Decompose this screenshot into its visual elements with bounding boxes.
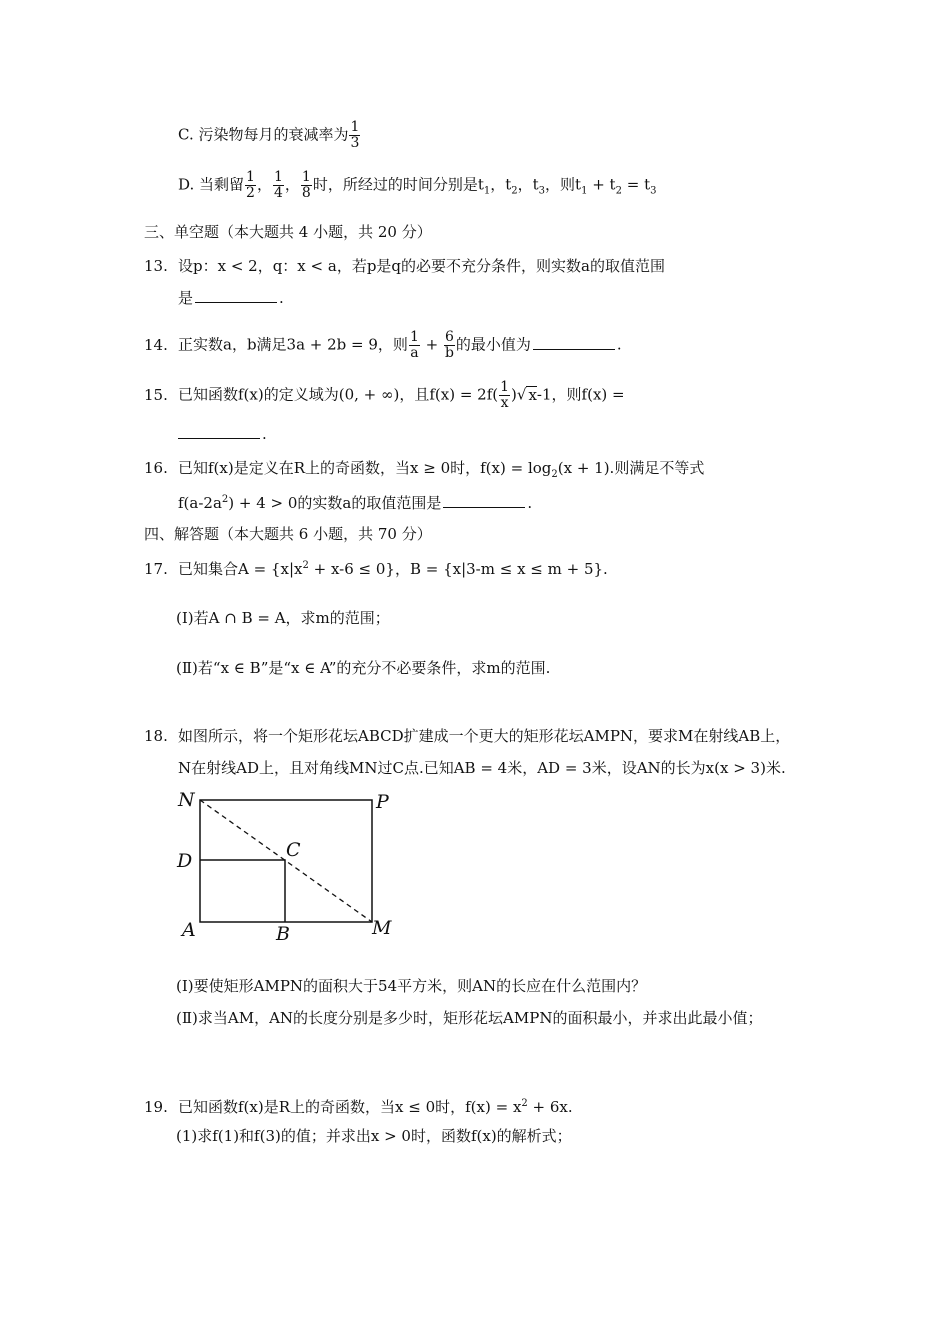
diagonal-mn: [200, 800, 372, 922]
answer-blank: [443, 493, 525, 508]
question-14: 14. 正实数a，b满足3a + 2b = 9，则 $\frac{1}{a}$ + $\frac{6}{b}$ 的最小值为 .: [144, 329, 622, 361]
fraction: $\frac{6}{b}$: [444, 329, 454, 361]
question-18-part-2: (Ⅱ)求当AM，AN的长度分别是多少时，矩形花坛AMPN的面积最小，并求出此最小值；: [176, 1009, 763, 1027]
section-heading-single-blank: 三、单空题（本大题共 4 小题，共 20 分）: [144, 223, 432, 241]
question-18-part-1: (Ⅰ)要使矩形AMPN的面积大于54平方米，则AN的长应在什么范围内？: [176, 977, 647, 995]
question-19: 19. 已知函数f(x)是R上的奇函数，当x ≤ 0时，$f(x) = x^2 + 6x$.: [144, 1098, 573, 1116]
label-d: D: [177, 850, 193, 872]
answer-blank: [533, 335, 615, 350]
question-18-line-2: N在射线AD上，且对角线MN过C点.已知AB = 4米，AD = 3米，设AN的长为x(x > 3)米.: [178, 759, 786, 777]
fraction: $\frac{1}{4}$: [273, 169, 283, 201]
answer-blank: [195, 288, 277, 303]
rectangle-abcd-edges: [200, 860, 285, 922]
label-c: C: [286, 839, 301, 861]
label-m: M: [372, 917, 392, 939]
question-15-answer-line: .: [176, 424, 267, 444]
fraction: $\frac{1}{3}$: [350, 119, 360, 151]
fraction: $\frac{1}{2}$: [246, 169, 255, 201]
fraction: $\frac{1}{x}$: [500, 379, 510, 411]
question-16-line-2: $f(a-2a^2) + 4 > 0$的实数a的取值范围是 .: [178, 494, 533, 512]
question-16: 16. 已知f(x)是定义在R上的奇函数，当x ≥ 0时，$f(x) = \log_2(x + 1)$.则满足不等式: [144, 459, 705, 480]
fraction: $\frac{1}{a}$: [409, 329, 419, 361]
sqrt-icon: √: [516, 385, 527, 404]
label-b: B: [276, 923, 290, 945]
fraction: $\frac{1}{8}$: [301, 169, 311, 201]
question-13-answer-line: 是 .: [178, 289, 284, 307]
question-17-part-1: (Ⅰ)若A ∩ B = A，求m的范围；: [176, 609, 390, 627]
question-19-part-1: (1)求f(1)和f(3)的值；并求出x > 0时，函数f(x)的解析式；: [176, 1127, 572, 1145]
answer-blank: [178, 424, 260, 439]
question-17-part-2: (Ⅱ)若“x ∈ B”是“x ∈ A”的充分不必要条件，求m的范围.: [176, 659, 551, 677]
question-17: 17. 已知集合$A = \{x|x^2 + x-6 \le 0\}$，B = {x|3-m ≤ x ≤ m + 5}.: [144, 560, 608, 578]
section-heading-solutions: 四、解答题（本大题共 6 小题，共 70 分）: [144, 525, 432, 543]
question-15: 15. 已知函数f(x)的定义域为(0, + ∞)，且f(x) = 2f( $\frac{1}{x}$ )√ x-1，则f(x) =: [144, 379, 625, 411]
label-p: P: [376, 791, 389, 813]
question-18: 18. 如图所示，将一个矩形花坛ABCD扩建成一个更大的矩形花坛AMPN，要求M在射线AB上，: [144, 727, 791, 745]
label-a: A: [182, 919, 196, 941]
label-n: N: [178, 789, 195, 811]
question-13: 13. 设p：x < 2，q：x < a，若p是q的必要不充分条件，则实数a的取值范围: [144, 257, 665, 275]
q12-option-c: C. 污染物每月的衰减率为 $\frac{1}{3}$: [178, 119, 360, 151]
q12-option-d: D. 当剩留 $\frac{1}{2}$ ， $\frac{1}{4}$ ， $\frac{1}{8}$ 时，所经过的时间分别是$t_1$，$t_2$，$t_3$，则$t_1 + t_2 = t_3$: [178, 169, 657, 201]
rectangle-garden-figure: [170, 786, 410, 946]
